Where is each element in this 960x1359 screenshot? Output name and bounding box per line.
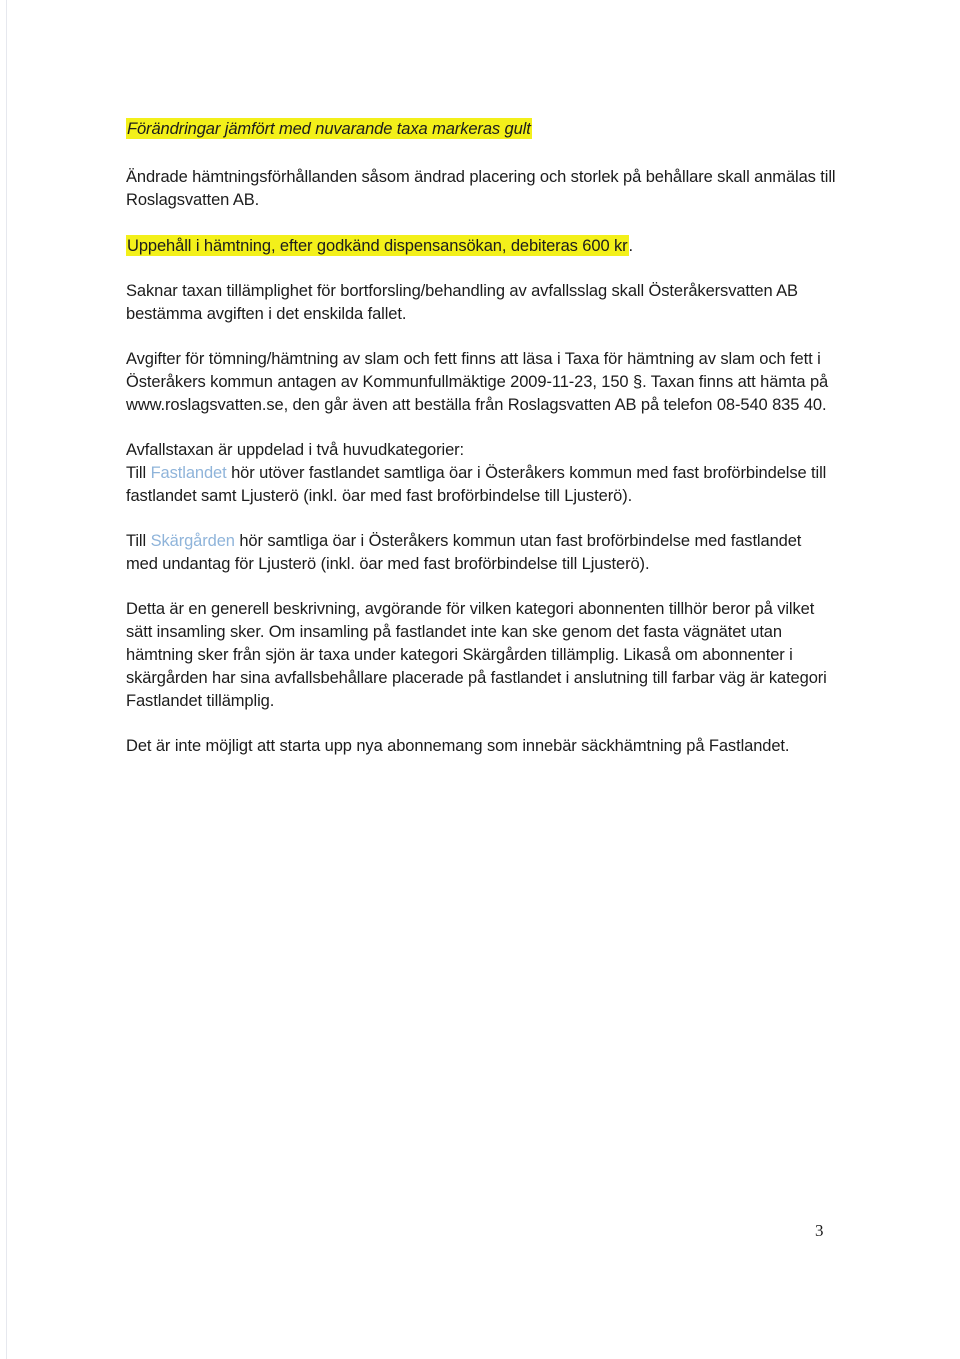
changes-note-highlight: Förändringar jämfört med nuvarande taxa markeras gult	[127, 120, 531, 138]
archipelago-paragraph	[126, 530, 836, 576]
changes-paragraph: Ändrade hämtningsförhållanden såsom ändrad placering och storlek på behållare skall anmälas till Roslagsvatten AB.	[126, 168, 836, 209]
pause-fee-paragraph	[126, 235, 836, 258]
archipelago-term: Skärgården	[150, 532, 235, 550]
mainland-description: hör utöver fastlandet samtliga öar i Österåkers kommun med fast broförbindelse till fastlandet samt Ljusterö (inkl. öar med fast broförbindelse till Ljusterö).	[126, 464, 827, 505]
scan-edge-line	[6, 0, 7, 1359]
categories-intro: Avfallstaxan är uppdelad i två huvudkategorier:	[126, 441, 465, 459]
sludge-fees-paragraph: Avgifter för tömning/hämtning av slam och fett finns att läsa i Taxa för hämtning av slam och fett i Österåkers kommun antagen av Kommunfullmäktige 2009-11-23, 150 §. Taxan finns att hämta på www.roslagsvatten.se, den går även att beställa från Roslagsvatten AB på telefon 08-540 835 40.	[126, 350, 829, 414]
pause-fee-period: .	[628, 237, 634, 255]
archipelago-description: hör samtliga öar i Österåkers kommun utan fast broförbindelse med fastlandet med undantag för Ljusterö (inkl. öar med fast broförbindelse till Ljusterö).	[126, 532, 802, 573]
document-body	[126, 118, 836, 758]
page-number: 3	[815, 1221, 824, 1240]
sack-collection-paragraph: Det är inte möjligt att starta upp nya abonnemang som innebär säckhämtning på Fastlandet.	[126, 737, 790, 755]
mainland-paragraph	[126, 462, 836, 508]
mainland-till: Till	[126, 464, 147, 482]
pause-fee-highlight: Uppehåll i hämtning, efter godkänd dispensansökan, debiteras 600 kr	[127, 237, 628, 255]
general-description-paragraph: Detta är en generell beskrivning, avgörande för vilken kategori abonnenten tillhör beror på vilket sätt insamling sker. Om insamling på fastlandet inte kan ske genom det fasta vägnätet utan hämtning sker från sjön är taxa under kategori Skärgården tillämplig. Likaså om abonnenter i skärgården har sina avfallsbehållare placerade på fastlandet i anslutning till farbar väg är kategori Fastlandet tillämplig.	[126, 600, 827, 710]
changes-note	[126, 118, 836, 141]
mainland-term: Fastlandet	[150, 464, 227, 482]
archipelago-till: Till	[126, 532, 147, 550]
applicability-paragraph: Saknar taxan tillämplighet för bortforsling/behandling av avfallsslag skall Österåkersvatten AB bestämma avgiften i det enskilda fallet.	[126, 282, 798, 323]
